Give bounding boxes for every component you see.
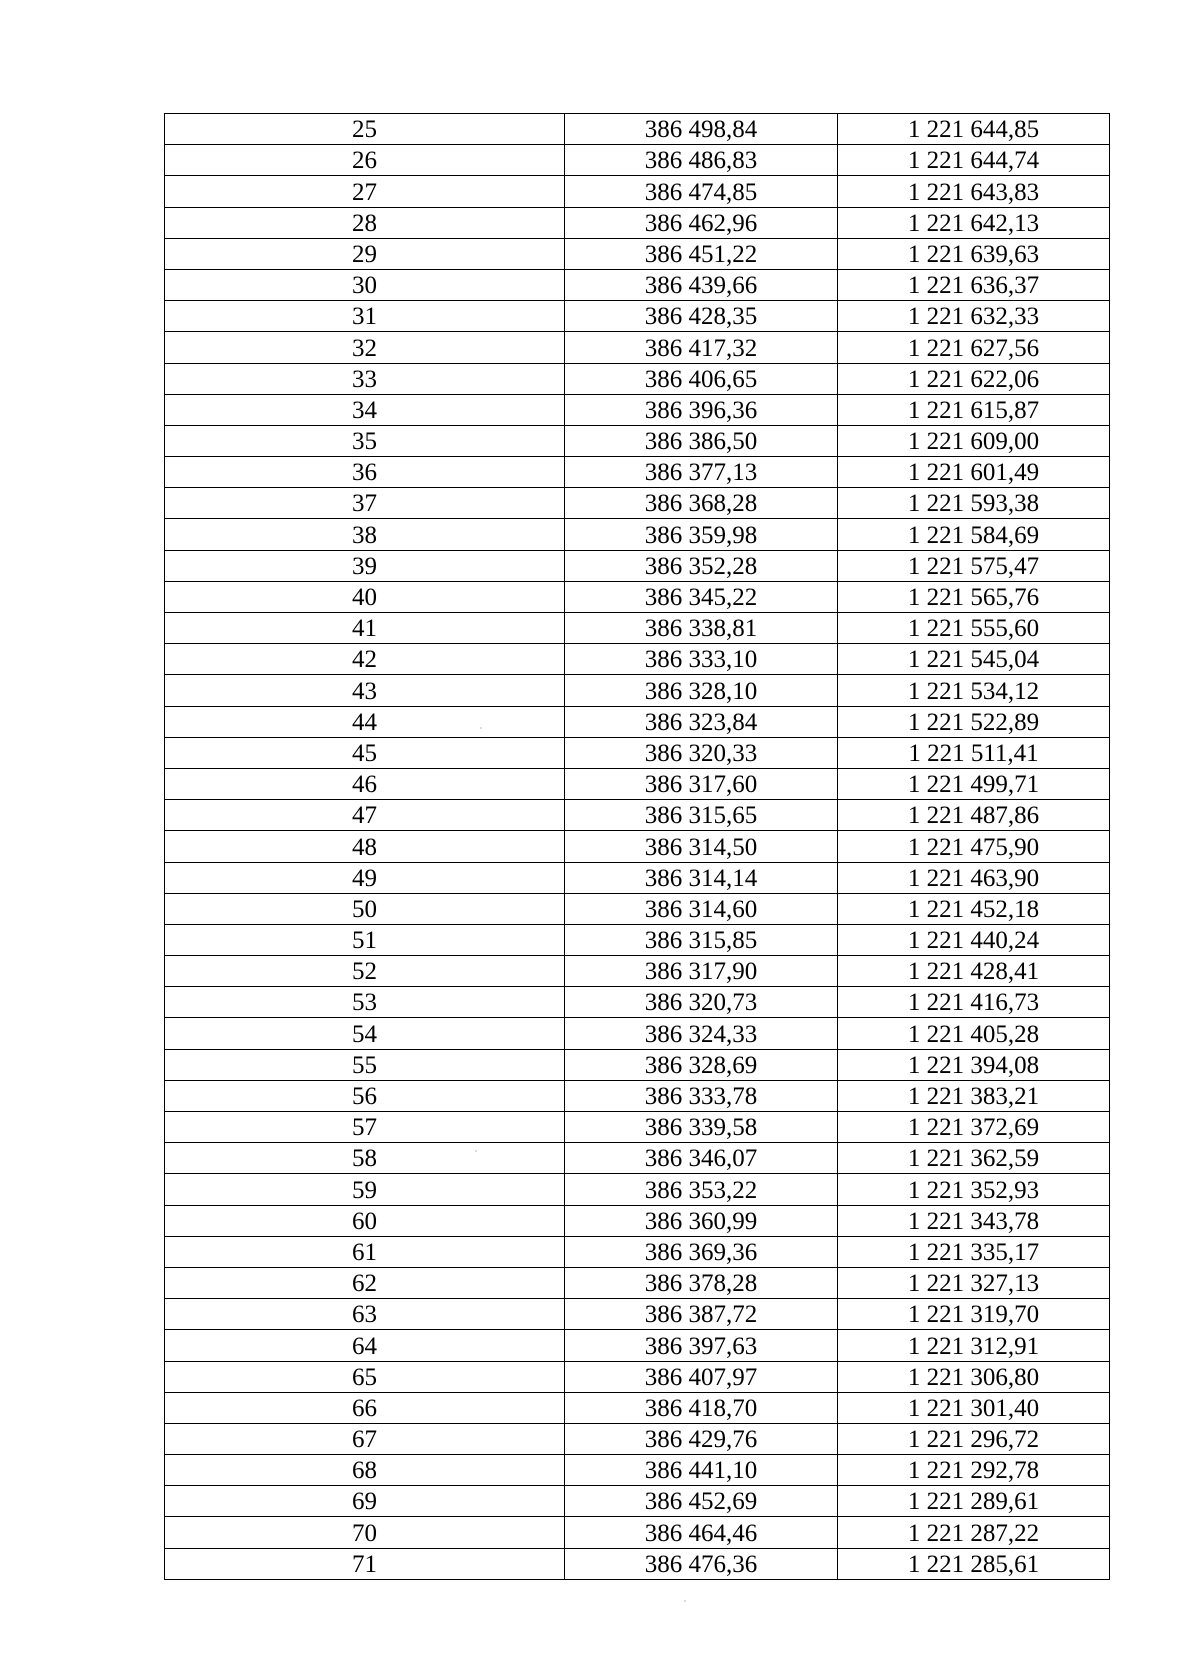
table-row bbox=[165, 1112, 1110, 1143]
table-row bbox=[165, 425, 1110, 456]
table-row bbox=[165, 1455, 1110, 1486]
x-coordinate-cell: 386 441,10 bbox=[565, 1455, 838, 1486]
table-row bbox=[165, 1486, 1110, 1517]
scan-speck bbox=[475, 1150, 477, 1152]
point-number-cell: 50 bbox=[165, 893, 565, 924]
point-number-cell: 64 bbox=[165, 1330, 565, 1361]
x-coordinate-cell: 386 317,60 bbox=[565, 768, 838, 799]
x-coordinate-cell: 386 452,69 bbox=[565, 1486, 838, 1517]
point-number-cell: 63 bbox=[165, 1299, 565, 1330]
x-coordinate-cell: 386 359,98 bbox=[565, 519, 838, 550]
x-coordinate-cell: 386 323,84 bbox=[565, 706, 838, 737]
y-coordinate-cell: 1 221 327,13 bbox=[838, 1267, 1110, 1298]
point-number-cell: 65 bbox=[165, 1361, 565, 1392]
x-coordinate-cell: 386 406,65 bbox=[565, 363, 838, 394]
x-coordinate-cell: 386 378,28 bbox=[565, 1267, 838, 1298]
table-row bbox=[165, 956, 1110, 987]
y-coordinate-cell: 1 221 534,12 bbox=[838, 675, 1110, 706]
x-coordinate-cell: 386 418,70 bbox=[565, 1392, 838, 1423]
x-coordinate-cell: 386 462,96 bbox=[565, 207, 838, 238]
table-row bbox=[165, 145, 1110, 176]
point-number-cell: 62 bbox=[165, 1267, 565, 1298]
x-coordinate-cell: 386 439,66 bbox=[565, 269, 838, 300]
y-coordinate-cell: 1 221 292,78 bbox=[838, 1455, 1110, 1486]
point-number-cell: 29 bbox=[165, 238, 565, 269]
x-coordinate-cell: 386 387,72 bbox=[565, 1299, 838, 1330]
x-coordinate-cell: 386 317,90 bbox=[565, 956, 838, 987]
x-coordinate-cell: 386 320,73 bbox=[565, 987, 838, 1018]
x-coordinate-cell: 386 397,63 bbox=[565, 1330, 838, 1361]
x-coordinate-cell: 386 338,81 bbox=[565, 613, 838, 644]
x-coordinate-cell: 386 352,28 bbox=[565, 550, 838, 581]
x-coordinate-cell: 386 486,83 bbox=[565, 145, 838, 176]
y-coordinate-cell: 1 221 285,61 bbox=[838, 1548, 1110, 1579]
y-coordinate-cell: 1 221 511,41 bbox=[838, 737, 1110, 768]
x-coordinate-cell: 386 320,33 bbox=[565, 737, 838, 768]
point-number-cell: 44 bbox=[165, 706, 565, 737]
y-coordinate-cell: 1 221 405,28 bbox=[838, 1018, 1110, 1049]
table-row bbox=[165, 987, 1110, 1018]
point-number-cell: 52 bbox=[165, 956, 565, 987]
x-coordinate-cell: 386 476,36 bbox=[565, 1548, 838, 1579]
point-number-cell: 69 bbox=[165, 1486, 565, 1517]
x-coordinate-cell: 386 324,33 bbox=[565, 1018, 838, 1049]
y-coordinate-cell: 1 221 335,17 bbox=[838, 1236, 1110, 1267]
point-number-cell: 51 bbox=[165, 924, 565, 955]
y-coordinate-cell: 1 221 296,72 bbox=[838, 1423, 1110, 1454]
y-coordinate-cell: 1 221 312,91 bbox=[838, 1330, 1110, 1361]
table-row bbox=[165, 1205, 1110, 1236]
point-number-cell: 49 bbox=[165, 862, 565, 893]
point-number-cell: 53 bbox=[165, 987, 565, 1018]
table-row bbox=[165, 1361, 1110, 1392]
coordinates-table-body bbox=[165, 114, 1110, 1580]
point-number-cell: 56 bbox=[165, 1080, 565, 1111]
point-number-cell: 37 bbox=[165, 488, 565, 519]
y-coordinate-cell: 1 221 372,69 bbox=[838, 1112, 1110, 1143]
table-row bbox=[165, 737, 1110, 768]
x-coordinate-cell: 386 377,13 bbox=[565, 457, 838, 488]
y-coordinate-cell: 1 221 643,83 bbox=[838, 176, 1110, 207]
y-coordinate-cell: 1 221 416,73 bbox=[838, 987, 1110, 1018]
point-number-cell: 70 bbox=[165, 1517, 565, 1548]
y-coordinate-cell: 1 221 352,93 bbox=[838, 1174, 1110, 1205]
x-coordinate-cell: 386 429,76 bbox=[565, 1423, 838, 1454]
y-coordinate-cell: 1 221 463,90 bbox=[838, 862, 1110, 893]
point-number-cell: 25 bbox=[165, 114, 565, 145]
table-row bbox=[165, 581, 1110, 612]
y-coordinate-cell: 1 221 440,24 bbox=[838, 924, 1110, 955]
table-row bbox=[165, 644, 1110, 675]
y-coordinate-cell: 1 221 627,56 bbox=[838, 332, 1110, 363]
x-coordinate-cell: 386 451,22 bbox=[565, 238, 838, 269]
y-coordinate-cell: 1 221 383,21 bbox=[838, 1080, 1110, 1111]
point-number-cell: 28 bbox=[165, 207, 565, 238]
point-number-cell: 55 bbox=[165, 1049, 565, 1080]
scan-speck bbox=[480, 727, 482, 729]
table-row bbox=[165, 457, 1110, 488]
table-row bbox=[165, 394, 1110, 425]
x-coordinate-cell: 386 315,65 bbox=[565, 800, 838, 831]
y-coordinate-cell: 1 221 394,08 bbox=[838, 1049, 1110, 1080]
y-coordinate-cell: 1 221 428,41 bbox=[838, 956, 1110, 987]
table-row bbox=[165, 893, 1110, 924]
point-number-cell: 31 bbox=[165, 301, 565, 332]
point-number-cell: 38 bbox=[165, 519, 565, 550]
x-coordinate-cell: 386 498,84 bbox=[565, 114, 838, 145]
x-coordinate-cell: 386 464,46 bbox=[565, 1517, 838, 1548]
table-row bbox=[165, 550, 1110, 581]
y-coordinate-cell: 1 221 593,38 bbox=[838, 488, 1110, 519]
point-number-cell: 47 bbox=[165, 800, 565, 831]
y-coordinate-cell: 1 221 644,74 bbox=[838, 145, 1110, 176]
table-row bbox=[165, 1267, 1110, 1298]
y-coordinate-cell: 1 221 622,06 bbox=[838, 363, 1110, 394]
x-coordinate-cell: 386 417,32 bbox=[565, 332, 838, 363]
point-number-cell: 30 bbox=[165, 269, 565, 300]
point-number-cell: 58 bbox=[165, 1143, 565, 1174]
y-coordinate-cell: 1 221 301,40 bbox=[838, 1392, 1110, 1423]
x-coordinate-cell: 386 345,22 bbox=[565, 581, 838, 612]
y-coordinate-cell: 1 221 555,60 bbox=[838, 613, 1110, 644]
table-row bbox=[165, 1174, 1110, 1205]
table-row bbox=[165, 363, 1110, 394]
table-row bbox=[165, 1236, 1110, 1267]
scan-speck bbox=[684, 1600, 686, 1602]
table-row bbox=[165, 862, 1110, 893]
x-coordinate-cell: 386 339,58 bbox=[565, 1112, 838, 1143]
table-row bbox=[165, 675, 1110, 706]
point-number-cell: 43 bbox=[165, 675, 565, 706]
table-row bbox=[165, 1143, 1110, 1174]
table-row bbox=[165, 1392, 1110, 1423]
y-coordinate-cell: 1 221 636,37 bbox=[838, 269, 1110, 300]
y-coordinate-cell: 1 221 565,76 bbox=[838, 581, 1110, 612]
x-coordinate-cell: 386 386,50 bbox=[565, 425, 838, 456]
y-coordinate-cell: 1 221 475,90 bbox=[838, 831, 1110, 862]
point-number-cell: 71 bbox=[165, 1548, 565, 1579]
y-coordinate-cell: 1 221 319,70 bbox=[838, 1299, 1110, 1330]
point-number-cell: 61 bbox=[165, 1236, 565, 1267]
point-number-cell: 41 bbox=[165, 613, 565, 644]
point-number-cell: 34 bbox=[165, 394, 565, 425]
x-coordinate-cell: 386 353,22 bbox=[565, 1174, 838, 1205]
point-number-cell: 27 bbox=[165, 176, 565, 207]
point-number-cell: 42 bbox=[165, 644, 565, 675]
point-number-cell: 45 bbox=[165, 737, 565, 768]
x-coordinate-cell: 386 314,50 bbox=[565, 831, 838, 862]
point-number-cell: 40 bbox=[165, 581, 565, 612]
x-coordinate-cell: 386 328,10 bbox=[565, 675, 838, 706]
table-row bbox=[165, 332, 1110, 363]
table-row bbox=[165, 301, 1110, 332]
x-coordinate-cell: 386 396,36 bbox=[565, 394, 838, 425]
y-coordinate-cell: 1 221 584,69 bbox=[838, 519, 1110, 550]
table-row bbox=[165, 706, 1110, 737]
y-coordinate-cell: 1 221 362,59 bbox=[838, 1143, 1110, 1174]
point-number-cell: 67 bbox=[165, 1423, 565, 1454]
x-coordinate-cell: 386 333,10 bbox=[565, 644, 838, 675]
table-row bbox=[165, 1049, 1110, 1080]
table-row bbox=[165, 269, 1110, 300]
x-coordinate-cell: 386 369,36 bbox=[565, 1236, 838, 1267]
y-coordinate-cell: 1 221 487,86 bbox=[838, 800, 1110, 831]
table-row bbox=[165, 768, 1110, 799]
y-coordinate-cell: 1 221 609,00 bbox=[838, 425, 1110, 456]
x-coordinate-cell: 386 314,14 bbox=[565, 862, 838, 893]
point-number-cell: 66 bbox=[165, 1392, 565, 1423]
point-number-cell: 46 bbox=[165, 768, 565, 799]
table-row bbox=[165, 1423, 1110, 1454]
table-row bbox=[165, 207, 1110, 238]
y-coordinate-cell: 1 221 499,71 bbox=[838, 768, 1110, 799]
y-coordinate-cell: 1 221 642,13 bbox=[838, 207, 1110, 238]
x-coordinate-cell: 386 360,99 bbox=[565, 1205, 838, 1236]
x-coordinate-cell: 386 428,35 bbox=[565, 301, 838, 332]
point-number-cell: 32 bbox=[165, 332, 565, 363]
table-row bbox=[165, 831, 1110, 862]
x-coordinate-cell: 386 315,85 bbox=[565, 924, 838, 955]
point-number-cell: 59 bbox=[165, 1174, 565, 1205]
table-row bbox=[165, 238, 1110, 269]
y-coordinate-cell: 1 221 306,80 bbox=[838, 1361, 1110, 1392]
point-number-cell: 57 bbox=[165, 1112, 565, 1143]
table-row bbox=[165, 519, 1110, 550]
point-number-cell: 35 bbox=[165, 425, 565, 456]
y-coordinate-cell: 1 221 545,04 bbox=[838, 644, 1110, 675]
point-number-cell: 39 bbox=[165, 550, 565, 581]
point-number-cell: 48 bbox=[165, 831, 565, 862]
point-number-cell: 33 bbox=[165, 363, 565, 394]
point-number-cell: 26 bbox=[165, 145, 565, 176]
table-row bbox=[165, 1299, 1110, 1330]
point-number-cell: 36 bbox=[165, 457, 565, 488]
point-number-cell: 60 bbox=[165, 1205, 565, 1236]
x-coordinate-cell: 386 368,28 bbox=[565, 488, 838, 519]
table-row bbox=[165, 800, 1110, 831]
y-coordinate-cell: 1 221 289,61 bbox=[838, 1486, 1110, 1517]
point-number-cell: 54 bbox=[165, 1018, 565, 1049]
table-row bbox=[165, 924, 1110, 955]
y-coordinate-cell: 1 221 343,78 bbox=[838, 1205, 1110, 1236]
x-coordinate-cell: 386 314,60 bbox=[565, 893, 838, 924]
y-coordinate-cell: 1 221 639,63 bbox=[838, 238, 1110, 269]
table-row bbox=[165, 1517, 1110, 1548]
x-coordinate-cell: 386 328,69 bbox=[565, 1049, 838, 1080]
table-row bbox=[165, 114, 1110, 145]
point-number-cell: 68 bbox=[165, 1455, 565, 1486]
y-coordinate-cell: 1 221 452,18 bbox=[838, 893, 1110, 924]
x-coordinate-cell: 386 333,78 bbox=[565, 1080, 838, 1111]
y-coordinate-cell: 1 221 575,47 bbox=[838, 550, 1110, 581]
table-row bbox=[165, 1548, 1110, 1579]
y-coordinate-cell: 1 221 644,85 bbox=[838, 114, 1110, 145]
table-row bbox=[165, 1018, 1110, 1049]
y-coordinate-cell: 1 221 287,22 bbox=[838, 1517, 1110, 1548]
coordinates-table bbox=[164, 113, 1110, 1580]
y-coordinate-cell: 1 221 615,87 bbox=[838, 394, 1110, 425]
table-row bbox=[165, 1080, 1110, 1111]
x-coordinate-cell: 386 407,97 bbox=[565, 1361, 838, 1392]
y-coordinate-cell: 1 221 632,33 bbox=[838, 301, 1110, 332]
table-row bbox=[165, 1330, 1110, 1361]
x-coordinate-cell: 386 474,85 bbox=[565, 176, 838, 207]
table-row bbox=[165, 613, 1110, 644]
table-row bbox=[165, 176, 1110, 207]
y-coordinate-cell: 1 221 601,49 bbox=[838, 457, 1110, 488]
x-coordinate-cell: 386 346,07 bbox=[565, 1143, 838, 1174]
table-row bbox=[165, 488, 1110, 519]
y-coordinate-cell: 1 221 522,89 bbox=[838, 706, 1110, 737]
